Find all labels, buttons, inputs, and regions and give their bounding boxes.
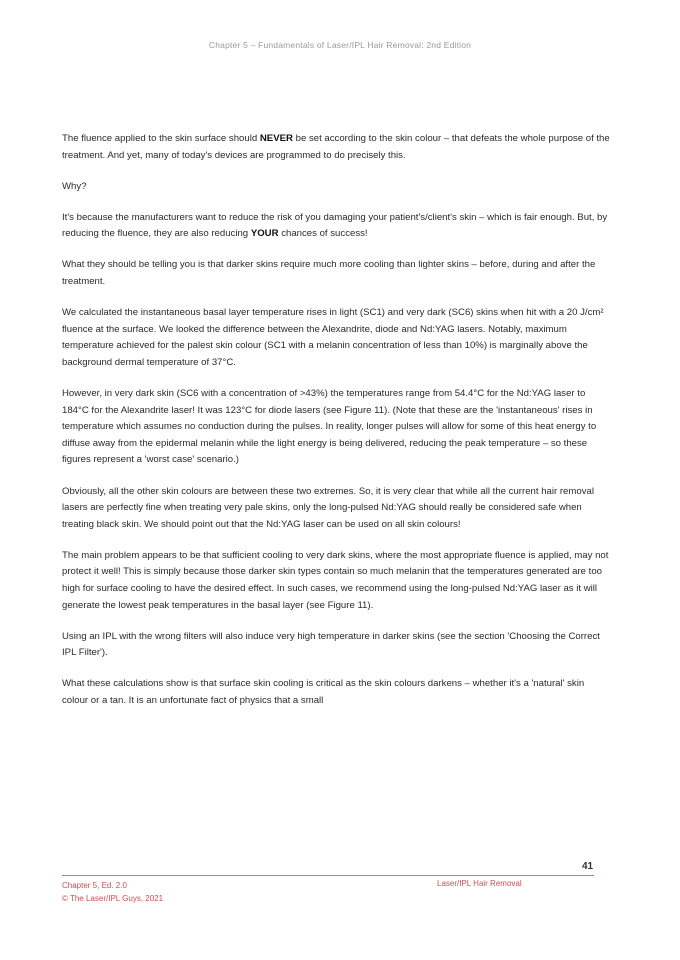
running-header: Chapter 5 – Fundamentals of Laser/IPL Hair Removal: 2nd Edition [208, 40, 472, 50]
footer-chapter-edition: Chapter 5, Ed. 2.0 [62, 881, 127, 890]
footer-divider [62, 875, 594, 876]
paragraph-1-emphasis: NEVER [259, 133, 293, 144]
footer-copyright: © The Laser/IPL Guys, 2021 [62, 894, 164, 903]
paragraph-3-text-a: It's because the manufacturers want to reduce the risk of you damaging your patient's/client's skin – which is fair enough. But, by reducing the fluence, they are also reducing [62, 211, 608, 240]
paragraph-8: The main problem appears to be that sufficient cooling to very dark skins, where the most appropriate fluence is applied, may not protect it well! This is simply because those darker skin types contain so much melanin that the temperatures generated are too high for surface cooling to have the desired effect. In such cases, we recommend using the long-pulsed Nd:YAG laser as it will generate the lowest peak temperatures in the basal layer (see Figure 11). [62, 549, 609, 611]
paragraph-3-text-b: chances of success! [278, 228, 368, 240]
paragraph-2: Why? [62, 180, 87, 192]
footer-left [62, 879, 163, 905]
paragraph-3-emphasis: YOUR [250, 228, 279, 240]
paragraph-4: What they should be telling you is that darker skins require much more cooling than lighter skins – before, during and after the treatment. [62, 259, 596, 288]
document-body [62, 131, 610, 724]
paragraph-10: What these calculations show is that surface skin cooling is critical as the skin colours darkens – whether it's a 'natural' skin colour or a tan. It is an unfortunate fact of physics that a small [62, 678, 585, 706]
paragraph-6: However, in very dark skin (SC6 with a concentration of >43%) the temperatures range from 54.4°C for the Nd:YAG laser to 184°C for the Alexandrite laser! It was 123°C for diode lasers (see Figure 11). (Note that these are the 'instantaneous' rises in temperature which assumes no conduction during the pulses. In reality, longer pulses will allow for some of this heat energy to diffuse away from the epidermal melanin while the light energy is being delivered, reducing the peak temperature – so these figures represent a 'worst case' scenario.) [62, 388, 597, 466]
paragraph-1-text-b: be set according to the skin colour – that defeats the whole purpose of the treatment. And yet, many of today's devices are programmed to do precisely this. [62, 133, 610, 161]
paragraph-3 [62, 210, 610, 243]
paragraph-5: We calculated the instantaneous basal layer temperature rises in light (SC1) and very dark (SC6) skins when hit with a 20 J/cm² fluence at the surface. We looked the difference between the Alexandrite, diode and Nd:YAG lasers. Notably, maximum temperature achieved for the palest skin colour (SC1 with a melanin concentration of less than 10%) is marginally above the background dermal temperature of 37°C. [62, 307, 604, 368]
paragraph-1 [62, 131, 610, 164]
paragraph-9: Using an IPL with the wrong filters will also induce very high temperature in darker skins (see the section 'Choosing the Correct IPL Filter'). [62, 630, 600, 659]
paragraph-1-text-a: The fluence applied to the skin surface should [62, 133, 260, 144]
paragraph-7: Obviously, all the other skin colours are between these two extremes. So, it is very clear that while all the current hair removal lasers are perfectly fine when treating very pale skins, only the long-pulsed Nd:YAG should really be considered safe when treating black skin. We should point out that the Nd:YAG laser can be used on all skin colours! [62, 485, 594, 530]
page-number: 41 [582, 861, 594, 872]
footer-book-title: Laser/IPL Hair Removal [437, 879, 522, 888]
